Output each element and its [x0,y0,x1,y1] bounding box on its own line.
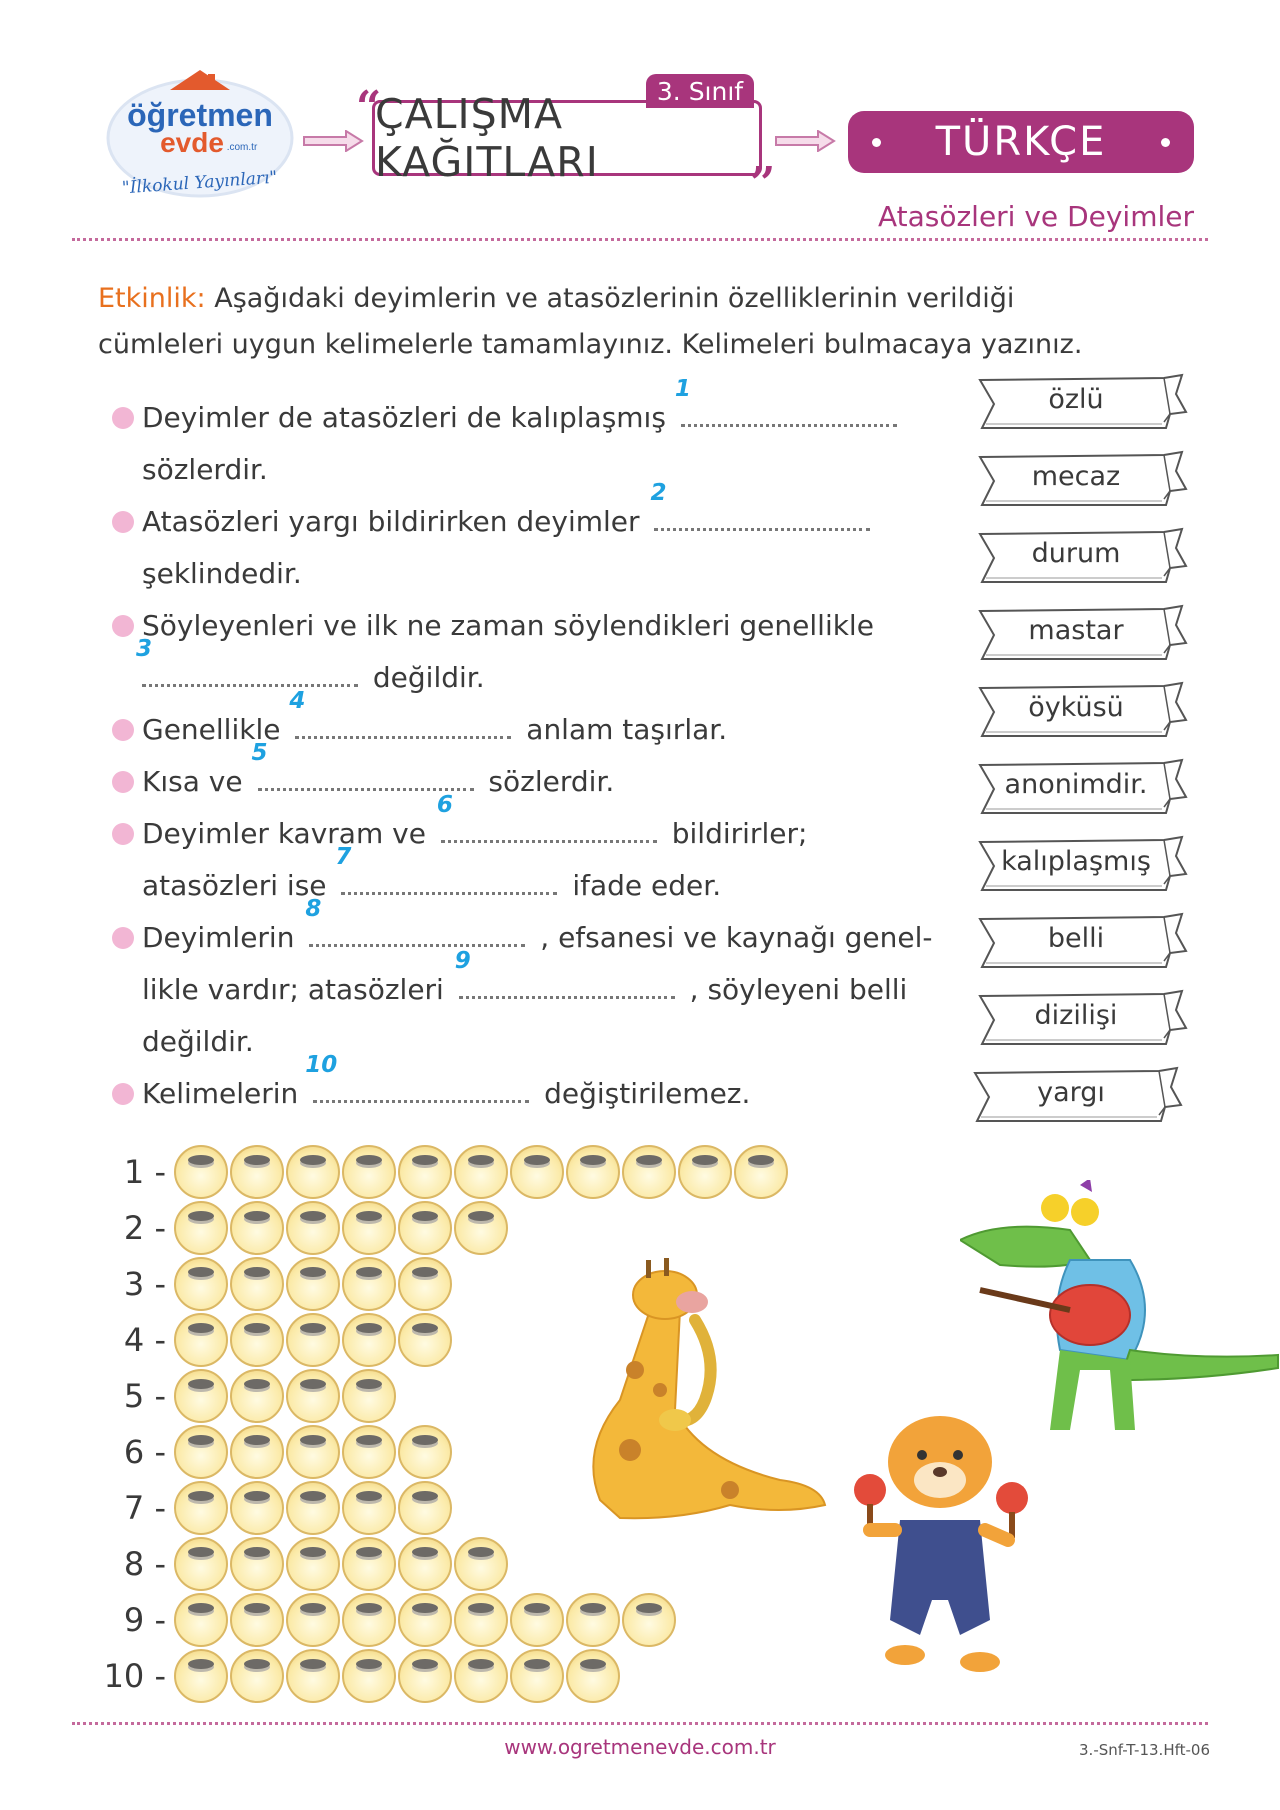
letter-cell[interactable] [454,1593,508,1647]
list-item: Deyimler kavram ve 6 bildirirler; atasözleri ise 7 ifade eder. [110,808,950,912]
letter-cell[interactable] [286,1425,340,1479]
letter-cell[interactable] [230,1201,284,1255]
letter-cell[interactable] [286,1201,340,1255]
letter-cell[interactable] [398,1537,452,1591]
puzzle-row [100,1257,454,1311]
row-number: 8 - [123,1545,166,1583]
letter-cell[interactable] [174,1257,228,1311]
publisher-logo [100,60,300,210]
header-divider [72,238,1208,241]
letter-cell[interactable] [398,1313,452,1367]
letter-cell[interactable] [342,1257,396,1311]
footer-url[interactable]: www.ogretmenevde.com.tr [504,1735,776,1759]
dot-icon [872,138,881,147]
letter-cell[interactable] [566,1593,620,1647]
puzzle-row [100,1425,454,1479]
letter-cell[interactable] [398,1593,452,1647]
word-bank-item [976,988,1188,1048]
letter-cell[interactable] [286,1313,340,1367]
blank-number: 6 [436,792,453,818]
activity-label: Etkinlik: [98,283,206,314]
letter-cell[interactable] [286,1145,340,1199]
word-bank-item [976,603,1188,663]
letter-cell[interactable] [286,1257,340,1311]
row-number: 6 - [123,1433,166,1471]
letter-cell[interactable] [342,1537,396,1591]
bullet-icon [112,927,134,949]
close-quote-icon: ” [750,158,776,209]
answer-blank[interactable] [305,896,525,947]
giraffe-saxophone-icon [580,1250,830,1540]
row-number: 1 - [123,1153,166,1191]
letter-cell[interactable] [342,1425,396,1479]
letter-cell[interactable] [398,1201,452,1255]
row-number: 7 - [123,1489,166,1527]
page-code: 3.-Snf-T-13.Hft-06 [1079,1741,1210,1759]
letter-cell[interactable] [454,1145,508,1199]
list-item: Genellikle 4 anlam taşırlar. [110,704,950,756]
letter-cell[interactable] [174,1425,228,1479]
word-bank-label: belli [1047,923,1105,954]
list-item: Deyimler de atasözleri de kalıplaşmış 1 sözlerdir. [110,392,950,496]
answer-blank[interactable] [289,688,511,739]
answer-blank[interactable] [251,740,474,791]
row-number: 3 - [123,1265,166,1303]
blank-number: 2 [650,480,667,506]
letter-cell[interactable] [510,1593,564,1647]
letter-cell[interactable] [342,1593,396,1647]
letter-cell[interactable] [230,1649,284,1703]
letter-cell[interactable] [454,1537,508,1591]
word-bank-label: durum [1031,538,1121,569]
word-bank-label: mastar [1028,615,1124,646]
row-number: 5 - [123,1377,166,1415]
letter-cell[interactable] [174,1145,228,1199]
letter-cell[interactable] [510,1649,564,1703]
letter-cell[interactable] [286,1481,340,1535]
puzzle-row [100,1145,790,1199]
puzzle-row [100,1537,510,1591]
answer-blank[interactable] [305,1052,529,1103]
bullet-icon [112,823,134,845]
word-bank-label: kalıplaşmış [1001,846,1151,877]
word-bank-label: yargı [1037,1077,1105,1108]
word-bank-item [976,911,1188,971]
open-quote-icon: “ [356,82,382,133]
letter-cell[interactable] [398,1257,452,1311]
letter-cell[interactable] [622,1145,676,1199]
letter-cell[interactable] [230,1257,284,1311]
word-bank-item [976,449,1188,509]
letter-cell[interactable] [286,1649,340,1703]
list-item: Kısa ve 5 sözlerdir. [110,756,950,808]
letter-cell[interactable] [174,1313,228,1367]
puzzle-row [100,1649,622,1703]
letter-cell[interactable] [230,1425,284,1479]
list-item: Kelimelerin 10 değiştirilemez. [110,1068,950,1120]
svg-text:öğretmen: öğretmen [127,97,273,133]
puzzle-row [100,1313,454,1367]
answer-blank[interactable] [436,792,657,843]
svg-text:evde: evde [160,127,224,158]
puzzle-row [100,1201,510,1255]
svg-text:"İlkokul Yayınları": "İlkokul Yayınları" [121,167,278,199]
letter-cell[interactable] [174,1369,228,1423]
letter-cell[interactable] [286,1369,340,1423]
word-bank-item [976,680,1188,740]
page-title: ÇALIŞMA KAĞITLARI [372,100,762,176]
dot-icon [1161,138,1170,147]
letter-cell[interactable] [174,1201,228,1255]
letter-cell[interactable] [510,1145,564,1199]
list-item: Deyimlerin 8 , efsanesi ve kaynağı genellikle vardır; atasözleri 9 , söyleyeni belli değildir. [110,912,950,1068]
letter-cell[interactable] [286,1537,340,1591]
letter-cell[interactable] [566,1145,620,1199]
letter-cell[interactable] [174,1649,228,1703]
letter-cell[interactable] [230,1145,284,1199]
bullet-icon [112,719,134,741]
blank-number: 7 [335,844,352,870]
arrow-right-icon [302,130,364,152]
letter-cell[interactable] [678,1145,732,1199]
list-item: Atasözleri yargı bildirirken deyimler 2 şeklindedir. [110,496,950,600]
letter-cell[interactable] [230,1369,284,1423]
sentence-list [110,376,950,1120]
blank-number: 4 [289,688,306,714]
row-number: 2 - [123,1209,166,1247]
letter-cell[interactable] [174,1593,228,1647]
subject-label: TÜRKÇE [935,119,1107,165]
bullet-icon [112,771,134,793]
answer-blank[interactable] [335,844,557,895]
crocodile-guitar-icon [960,1180,1280,1480]
letter-cell[interactable] [174,1537,228,1591]
letter-cell[interactable] [454,1649,508,1703]
blank-number: 8 [305,896,322,922]
word-bank-label: dizilişi [1034,1000,1118,1031]
letter-cell[interactable] [398,1425,452,1479]
word-bank-label: öyküsü [1028,692,1124,723]
letter-cell[interactable] [174,1481,228,1535]
arrow-right-icon [774,130,836,152]
row-number: 4 - [123,1321,166,1359]
word-bank-label: anonimdir. [1004,769,1148,800]
answer-blank[interactable] [454,948,675,999]
bullet-icon [112,1083,134,1105]
word-bank-label: özlü [1048,384,1104,415]
letter-cell[interactable] [342,1201,396,1255]
blank-number: 10 [305,1052,338,1078]
blank-number: 9 [454,948,471,974]
blank-number: 5 [251,740,268,766]
letter-cell[interactable] [342,1649,396,1703]
puzzle-row [100,1481,454,1535]
letter-cell[interactable] [342,1481,396,1535]
grade-badge: 3. Sınıf [646,74,754,108]
row-number: 9 - [123,1601,166,1639]
letter-cell[interactable] [230,1537,284,1591]
word-bank-item [976,757,1188,817]
word-bank-item [976,834,1188,894]
letter-cell[interactable] [398,1481,452,1535]
row-number: 10 - [103,1657,166,1695]
bullet-icon [112,511,134,533]
letter-cell[interactable] [566,1649,620,1703]
letter-cell[interactable] [454,1201,508,1255]
letter-cell[interactable] [342,1145,396,1199]
answer-blank[interactable] [136,636,358,687]
subject-badge [848,111,1194,173]
letter-cell[interactable] [230,1313,284,1367]
word-bank-label: mecaz [1031,461,1121,492]
list-item: Söyleyenleri ve ilk ne zaman söylendikleri genellikle 3 değildir. [110,600,950,704]
letter-cell[interactable] [342,1369,396,1423]
letter-cell[interactable] [342,1313,396,1367]
letter-cell[interactable] [230,1593,284,1647]
letter-cell[interactable] [286,1593,340,1647]
letter-cell[interactable] [398,1145,452,1199]
topic-title: Atasözleri ve Deyimler [877,200,1194,233]
word-bank-item [971,1065,1183,1125]
word-bank-item [976,526,1188,586]
bullet-icon [112,615,134,637]
puzzle-row [100,1369,398,1423]
letter-cell[interactable] [622,1593,676,1647]
instructions [98,276,1118,368]
letter-cell[interactable] [734,1145,788,1199]
blank-number: 3 [136,636,153,662]
blank-number: 1 [674,376,691,402]
letter-cell[interactable] [230,1481,284,1535]
svg-text:.com.tr: .com.tr [226,142,258,153]
footer-divider [72,1722,1208,1725]
bullet-icon [112,407,134,429]
answer-blank[interactable] [674,376,897,427]
instructions-text: Aşağıdaki deyimlerin ve atasözlerinin özelliklerinin verildiği cümleleri uygun kelimelerle tamamlayınız. Kelimeleri bulmacaya yazınız. [98,283,1083,360]
answer-blank[interactable] [650,480,870,531]
letter-cell[interactable] [398,1649,452,1703]
word-bank-item [976,372,1188,432]
puzzle-row [100,1593,678,1647]
